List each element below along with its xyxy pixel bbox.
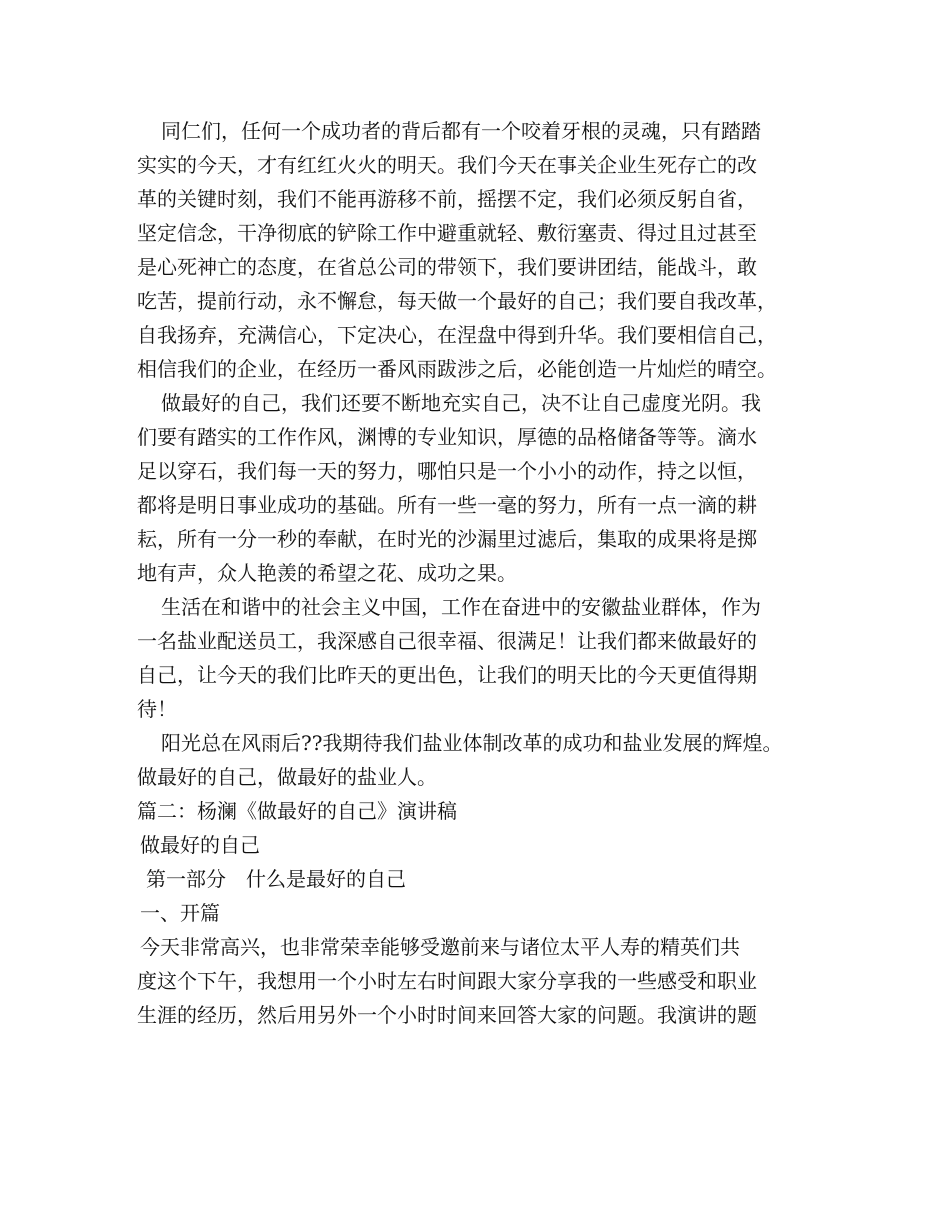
text-line: 自我扬弃，充满信心，下定决心，在涅盘中得到升华。我们要相信自己，	[137, 323, 777, 347]
text-line: 实实的今天，才有红红火火的明天。我们今天在事关企业生死存亡的改	[137, 153, 757, 177]
text-line: 革的关键时刻，我们不能再游移不前，摇摆不定，我们必须反躬自省，	[137, 187, 757, 211]
speech-title: 做最好的自己	[140, 833, 260, 857]
text-line: 度这个下午，我想用一个小时左右时间跟大家分享我的一些感受和职业	[137, 969, 757, 993]
text-line: 同仁们，任何一个成功者的背后都有一个咬着牙根的灵魂，只有踏踏	[161, 119, 761, 143]
text-line: 做最好的自己，我们还要不断地充实自己，决不让自己虚度光阴。我	[161, 391, 761, 415]
text-line: 坚定信念，干净彻底的铲除工作中避重就轻、敷衍塞责、得过且过甚至	[137, 221, 757, 245]
text-line: 是心死神亡的态度，在省总公司的带领下，我们要讲团结，能战斗，敢	[137, 255, 757, 279]
text-line: 地有声，众人艳羡的希望之花、成功之果。	[137, 561, 517, 585]
text-line: 耘，所有一分一秒的奉献，在时光的沙漏里过滤后，集取的成果将是掷	[137, 527, 757, 551]
part-heading: 第一部分 什么是最好的自己	[146, 867, 406, 891]
text-line: 自己，让今天的我们比昨天的更出色，让我们的明天比的今天更值得期	[137, 663, 757, 687]
text-line: 一名盐业配送员工，我深感自己很幸福、很满足！让我们都来做最好的	[137, 629, 757, 653]
text-line: 足以穿石，我们每一天的努力，哪怕只是一个小小的动作，持之以恒，	[137, 459, 757, 483]
text-line: 生活在和谐中的社会主义中国，工作在奋进中的安徽盐业群体，作为	[161, 595, 761, 619]
text-line: 生涯的经历，然后用另外一个小时时间来回答大家的问题。我演讲的题	[137, 1003, 757, 1027]
section-heading: 篇二：杨澜《做最好的自己》演讲稿	[137, 799, 457, 823]
subsection-heading: 一、开篇	[140, 901, 220, 925]
text-line: 阳光总在风雨后??我期待我们盐业体制改革的成功和盐业发展的辉煌。	[161, 731, 783, 755]
text-line: 待！	[137, 697, 177, 721]
text-line: 们要有踏实的工作作风，渊博的专业知识，厚德的品格储备等等。滴水	[137, 425, 757, 449]
text-line: 吃苦，提前行动，永不懈怠，每天做一个最好的自己；我们要自我改革，	[137, 289, 777, 313]
text-line: 都将是明日事业成功的基础。所有一些一毫的努力，所有一点一滴的耕	[137, 493, 757, 517]
text-line: 做最好的自己，做最好的盐业人。	[137, 765, 437, 789]
document-body	[137, 114, 837, 1032]
text-line: 相信我们的企业，在经历一番风雨跋涉之后，必能创造一片灿烂的晴空。	[137, 357, 777, 381]
text-line: 今天非常高兴，也非常荣幸能够受邀前来与诸位太平人寿的精英们共	[140, 935, 740, 959]
